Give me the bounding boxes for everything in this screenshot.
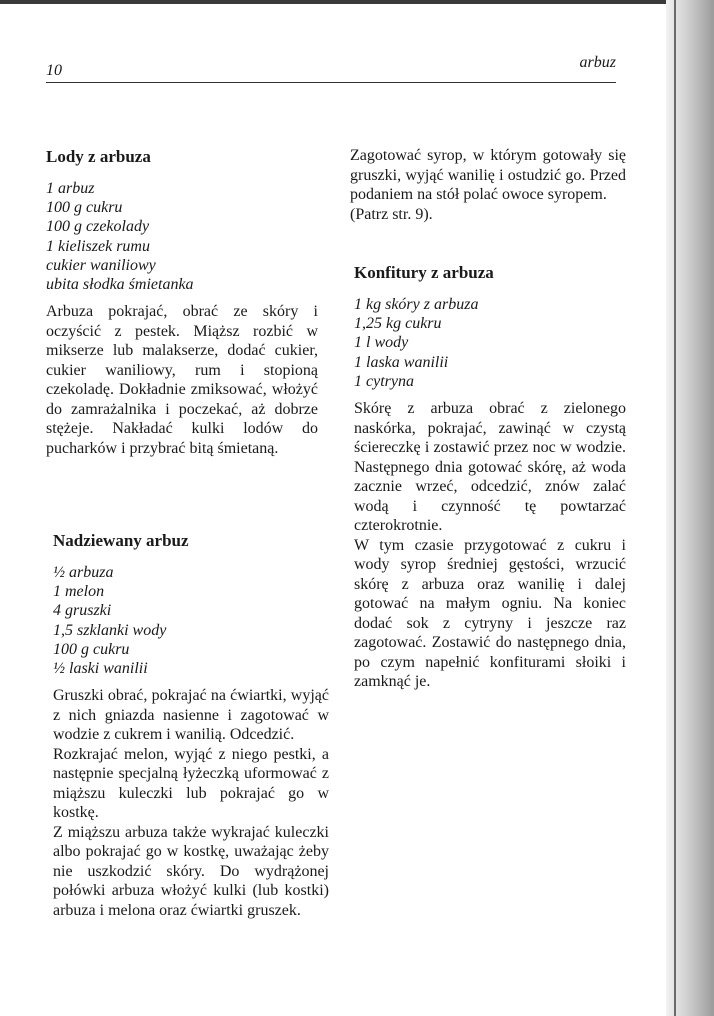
preparation-paragraph: Zagotować syrop, w którym gotowały się gruszki, wyjąć wanilię i ostudzić go. Przed podaniem na stół polać owoce syropem. bbox=[350, 147, 626, 203]
ingredient: 1 l wody bbox=[354, 334, 409, 352]
preparation-paragraph: Skórę z arbuza obrać z zielonego naskórka, pokrajać, zawinąć w czystą ściereczkę i zostawić przez noc w wodzie. Następnego dnia gotować skórę, aż woda zacznie wrzeć, odcedzić, znów zalać wodą i czynność tę powtarzać czterokrotnie. bbox=[354, 400, 626, 535]
preparation-paragraph: Arbuza pokrajać, obrać ze skóry i oczyścić z pestek. Miąższ rozbić w mikserze lub malakserze, dodać cukier, cukier waniliowy, rum i stopioną czekoladę. Dokładnie zmiksować, włożyć do zamrażalnika i poczekać, aż dobrze stężeje. Nakładać kulki lodów do pucharków i przybrać bitą śmietaną. bbox=[46, 303, 318, 457]
recipe-title: Konfitury z arbuza bbox=[354, 263, 494, 282]
book-spine-line bbox=[674, 0, 676, 1016]
ingredient-list bbox=[354, 295, 626, 391]
ingredient: cukier waniliowy bbox=[46, 256, 156, 274]
preparation bbox=[354, 399, 626, 692]
page-number: 10 bbox=[46, 62, 62, 79]
running-header bbox=[46, 54, 616, 88]
recipe-title: Lody z arbuza bbox=[46, 147, 151, 166]
ingredient: 1 kieliszek rumu bbox=[46, 237, 150, 255]
recipe-konfitury-z-arbuza bbox=[354, 263, 626, 692]
preparation-paragraph: Gruszki obrać, pokrajać na ćwiartki, wyjąć z nich gniazda nasienne i zagotować w wodzie z cukrem i wanilią. Odcedzić. bbox=[53, 687, 329, 744]
preparation-paragraph: Rozkrajać melon, wyjąć z niego pestki, a następnie specjalną łyżeczką uformować z miąższu kuleczki lub pokrajać go w kostkę. bbox=[53, 745, 329, 822]
preparation bbox=[46, 302, 318, 458]
ingredient: 1 cytryna bbox=[354, 372, 414, 390]
recipe-nadziewany-arbuz bbox=[53, 531, 329, 920]
preparation-paragraph: Z miąższu arbuza także wykrajać kuleczki albo pokrajać go w kostkę, uważając żeby nie uszkodzić skóry. Do wydrążonej połówki arbuza włożyć kulki (lub kostki) arbuza i melona oraz ćwiartki gruszek. bbox=[53, 823, 329, 919]
header-rule bbox=[46, 82, 616, 83]
ingredient: 100 g cukru bbox=[46, 199, 123, 217]
ingredient: 1,5 szklanki wody bbox=[53, 621, 167, 639]
page-reference: (Patrz str. 9). bbox=[350, 205, 433, 223]
page-top-edge bbox=[0, 0, 714, 4]
ingredient: 4 gruszki bbox=[53, 602, 112, 620]
preparation-paragraph: W tym czasie przygotować z cukru i wody syrop średniej gęstości, wrzucić skórę z arbuza oraz wanilię i dalej gotować na małym ogniu. Na koniec dodać sok z cytryny i jeszcze raz zagotować. Zostawić do następnego dnia, po czym napełnić konfiturami słoiki i zamknąć je. bbox=[354, 536, 626, 691]
ingredient: 100 g czekolady bbox=[46, 218, 150, 236]
ingredient: 100 g cukru bbox=[53, 640, 130, 658]
ingredient: 1 kg skóry z arbuza bbox=[354, 296, 479, 313]
ingredient: ½ arbuza bbox=[53, 564, 114, 581]
recipe-lody-z-arbuza bbox=[46, 147, 318, 458]
chapter-title: arbuz bbox=[579, 54, 616, 71]
ingredient: 1 arbuz bbox=[46, 180, 95, 197]
preparation bbox=[53, 686, 329, 920]
ingredient: 1,25 kg cukru bbox=[354, 315, 442, 333]
ingredient-list bbox=[53, 563, 329, 678]
recipe-title: Nadziewany arbuz bbox=[53, 531, 189, 550]
ingredient: 1 laska wanilii bbox=[354, 353, 449, 371]
ingredient: ½ laski wanilii bbox=[53, 660, 148, 678]
recipe-nadziewany-arbuz-continuation bbox=[350, 146, 626, 224]
ingredient-list bbox=[46, 179, 318, 294]
ingredient: 1 melon bbox=[53, 583, 105, 601]
ingredient: ubita słodka śmietanka bbox=[46, 276, 194, 294]
